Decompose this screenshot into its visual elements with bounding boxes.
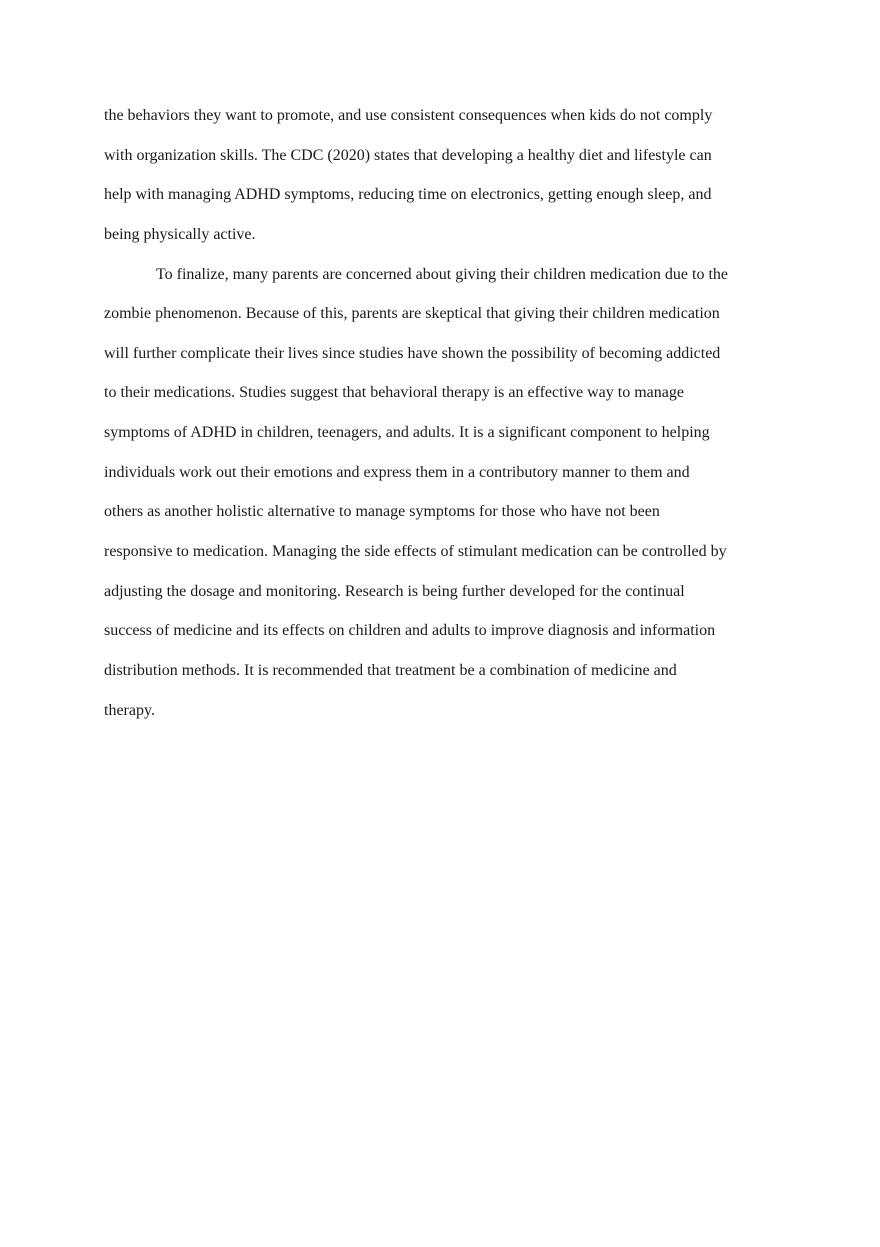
- text-line: to their medications. Studies suggest that behavioral therapy is an effective way to manage: [104, 384, 684, 402]
- text-line: with organization skills. The CDC (2020) states that developing a healthy diet and lifestyle can: [104, 146, 712, 164]
- text-line: the behaviors they want to promote, and use consistent consequences when kids do not comply: [104, 107, 713, 124]
- text-line: responsive to medication. Managing the side effects of stimulant medication can be controlled by: [104, 543, 727, 561]
- text-line: will further complicate their lives since studies have shown the possibility of becoming addicted: [104, 344, 721, 362]
- text-line: individuals work out their emotions and express them in a contributory manner to them and: [104, 463, 690, 481]
- text-line: distribution methods. It is recommended that treatment be a combination of medicine and: [104, 661, 677, 679]
- text-line: adjusting the dosage and monitoring. Research is being further developed for the continual: [104, 582, 685, 600]
- body-text: [104, 102, 784, 736]
- text-line: zombie phenomenon. Because of this, parents are skeptical that giving their children medication: [104, 305, 720, 323]
- text-line: help with managing ADHD symptoms, reducing time on electronics, getting enough sleep, and: [104, 186, 712, 204]
- paragraph-first-line: To finalize, many parents are concerned about giving their children medication due to the: [156, 265, 728, 283]
- text-line: symptoms of ADHD in children, teenagers, and adults. It is a significant component to helping: [104, 424, 710, 442]
- text-line: therapy.: [104, 701, 155, 719]
- text-line: others as another holistic alternative to manage symptoms for those who have not been: [104, 503, 660, 521]
- text-line: being physically active.: [104, 225, 256, 243]
- text-line: success of medicine and its effects on children and adults to improve diagnosis and information: [104, 622, 716, 640]
